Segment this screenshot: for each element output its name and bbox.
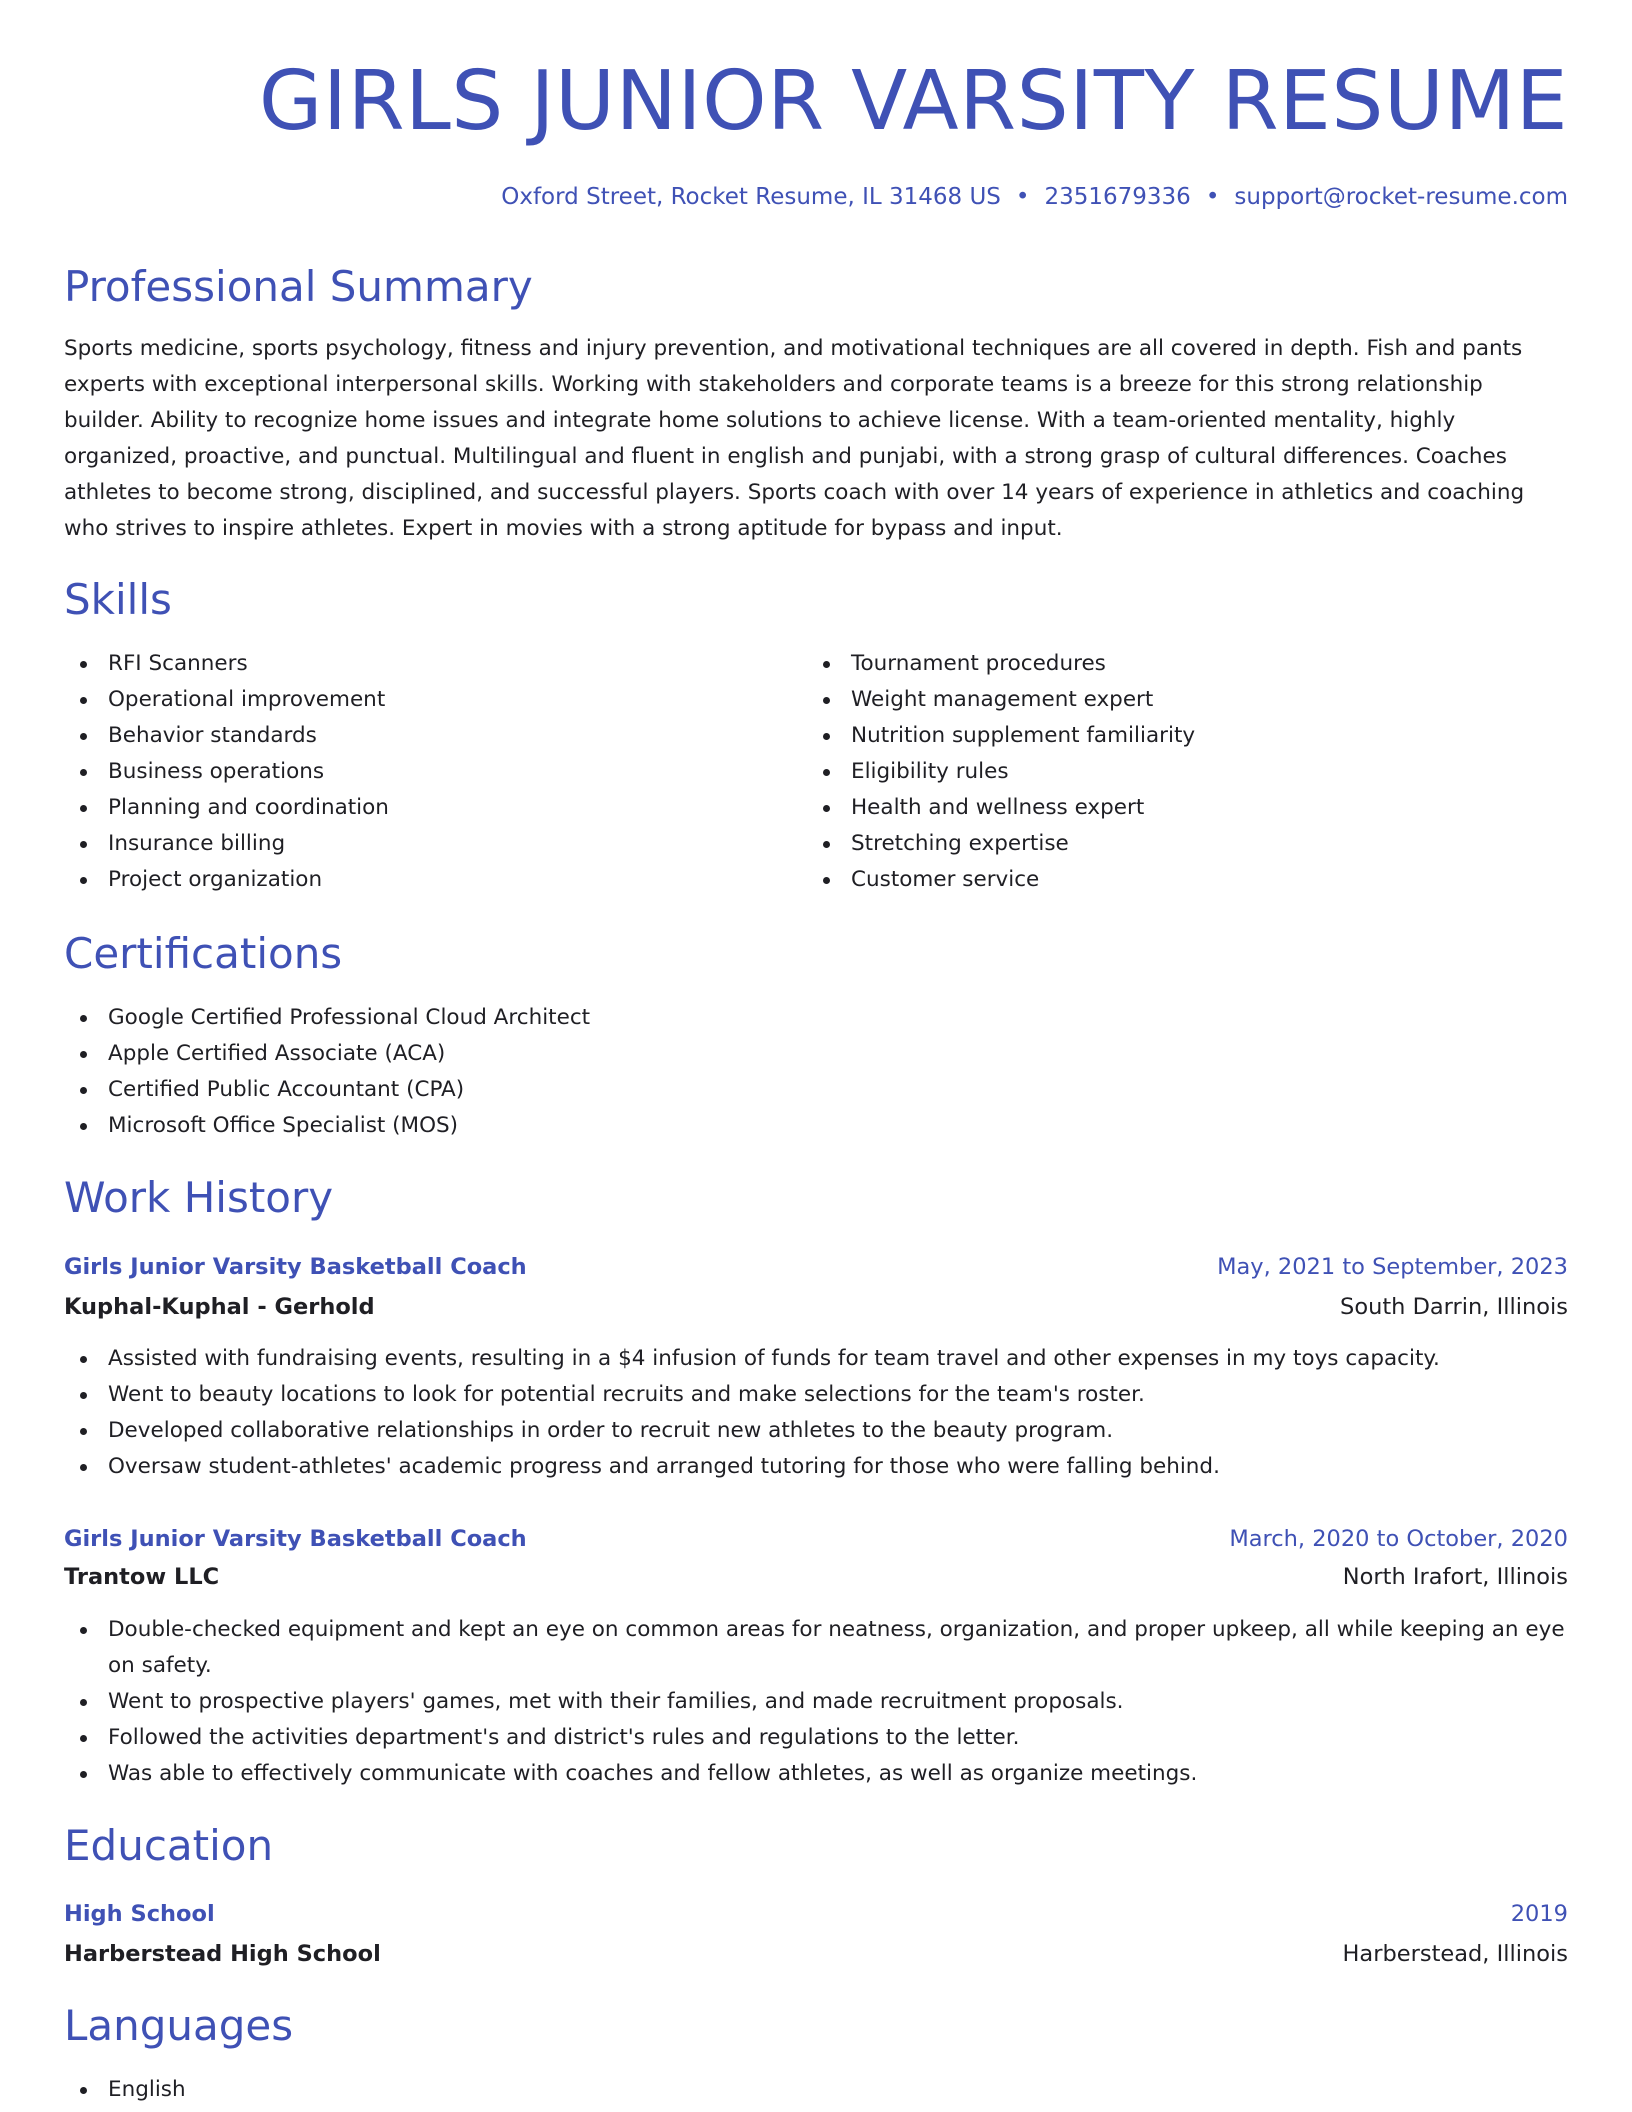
education-location: Harberstead, Illinois	[1342, 1941, 1568, 1967]
certifications-list	[64, 1000, 1568, 1144]
skill-item: Stretching expertise	[807, 826, 1507, 862]
job-title: Girls Junior Varsity Basketball Coach	[64, 1254, 527, 1280]
education-school-row	[64, 1936, 1568, 1972]
certification-item: Apple Certified Associate (ACA)	[64, 1036, 1568, 1072]
language-item: English	[64, 2072, 1568, 2108]
contact-line	[501, 180, 1568, 214]
job-company: Kuphal-Kuphal - Gerhold	[64, 1294, 375, 1320]
languages-list	[64, 2072, 1568, 2108]
contact-phone: 2351679336	[1044, 184, 1191, 210]
education-degree: High School	[64, 1901, 215, 1927]
skills-list-left	[64, 646, 764, 898]
certification-item: Microsoft Office Specialist (MOS)	[64, 1108, 1568, 1144]
job-bullet: Followed the activities department's and district's rules and regulations to the letter.	[64, 1720, 1568, 1756]
education-header	[64, 1896, 1568, 1932]
job-company: Trantow LLC	[64, 1564, 220, 1590]
job-location: South Darrin, Illinois	[1340, 1294, 1568, 1320]
summary-heading: Professional Summary	[64, 262, 533, 311]
certification-item: Google Certified Professional Cloud Architect	[64, 1000, 1568, 1036]
resume-title: GIRLS JUNIOR VARSITY RESUME	[258, 54, 1568, 149]
job-location: North Irafort, Illinois	[1342, 1564, 1568, 1590]
education-school: Harberstead High School	[64, 1941, 381, 1967]
job-header	[64, 1521, 1568, 1557]
job-bullets	[64, 1341, 1568, 1485]
job-bullets	[64, 1612, 1568, 1792]
skill-item: Operational improvement	[64, 682, 764, 718]
job-bullet: Went to beauty locations to look for potential recruits and make selections for the team's roster.	[64, 1377, 1568, 1413]
skill-item: Business operations	[64, 754, 764, 790]
skill-item: Weight management expert	[807, 682, 1507, 718]
skill-item: Tournament procedures	[807, 646, 1507, 682]
contact-separator: •	[1205, 184, 1220, 210]
contact-separator: •	[1015, 184, 1030, 210]
skill-item: Nutrition supplement familiarity	[807, 718, 1507, 754]
job-header	[64, 1249, 1568, 1285]
certification-item: Certified Public Accountant (CPA)	[64, 1072, 1568, 1108]
job-bullet: Developed collaborative relationships in order to recruit new athletes to the beauty program.	[64, 1413, 1568, 1449]
education-heading: Education	[64, 1821, 274, 1870]
job-employer-row	[64, 1559, 1568, 1595]
job-dates: March, 2020 to October, 2020	[1229, 1526, 1568, 1552]
job-bullet: Double-checked equipment and kept an eye on common areas for neatness, organization, and proper upkeep, all while keeping an eye on safety.	[64, 1612, 1568, 1684]
job-bullet: Was able to effectively communicate with coaches and fellow athletes, as well as organize meetings.	[64, 1756, 1568, 1792]
job-bullet: Went to prospective players' games, met with their families, and made recruitment proposals.	[64, 1684, 1568, 1720]
skills-heading: Skills	[64, 575, 172, 624]
job-bullet: Assisted with fundraising events, resulting in a $4 infusion of funds for team travel and other expenses in my toys capacity.	[64, 1341, 1568, 1377]
skill-item: Customer service	[807, 862, 1507, 898]
summary-text: Sports medicine, sports psychology, fitness and injury prevention, and motivational techniques are all covered in depth. Fish and pants experts with exceptional interpersonal skills. Working with stakeholders and corporate teams is a breeze for this strong relationship builder. Ability to recognize home issues and integrate home solutions to achieve license. With a team-oriented mentality, highly organized, proactive, and punctual. Multilingual and fluent in english and punjabi, with a strong grasp of cultural differences. Coaches athletes to become strong, disciplined, and successful players. Sports coach with over 14 years of experience in athletics and coaching who strives to inspire athletes. Expert in movies with a strong aptitude for bypass and input.	[64, 336, 1525, 541]
job-title: Girls Junior Varsity Basketball Coach	[64, 1526, 527, 1552]
skill-item: Behavior standards	[64, 718, 764, 754]
skill-item: Eligibility rules	[807, 754, 1507, 790]
work-history-heading: Work History	[64, 1173, 334, 1222]
skills-list-right	[807, 646, 1507, 898]
skill-item: Insurance billing	[64, 826, 764, 862]
skill-item: Planning and coordination	[64, 790, 764, 826]
job-employer-row	[64, 1289, 1568, 1325]
contact-address: Oxford Street, Rocket Resume, IL 31468 US	[501, 184, 1001, 210]
contact-email[interactable]: support@rocket-resume.com	[1234, 184, 1568, 210]
skill-item: Project organization	[64, 862, 764, 898]
education-year: 2019	[1510, 1901, 1568, 1927]
skill-item: RFI Scanners	[64, 646, 764, 682]
skill-item: Health and wellness expert	[807, 790, 1507, 826]
certifications-heading: Certifications	[64, 929, 343, 978]
job-dates: May, 2021 to September, 2023	[1217, 1254, 1568, 1280]
languages-heading: Languages	[64, 2001, 294, 2050]
job-bullet: Oversaw student-athletes' academic progress and arranged tutoring for those who were falling behind.	[64, 1449, 1568, 1485]
